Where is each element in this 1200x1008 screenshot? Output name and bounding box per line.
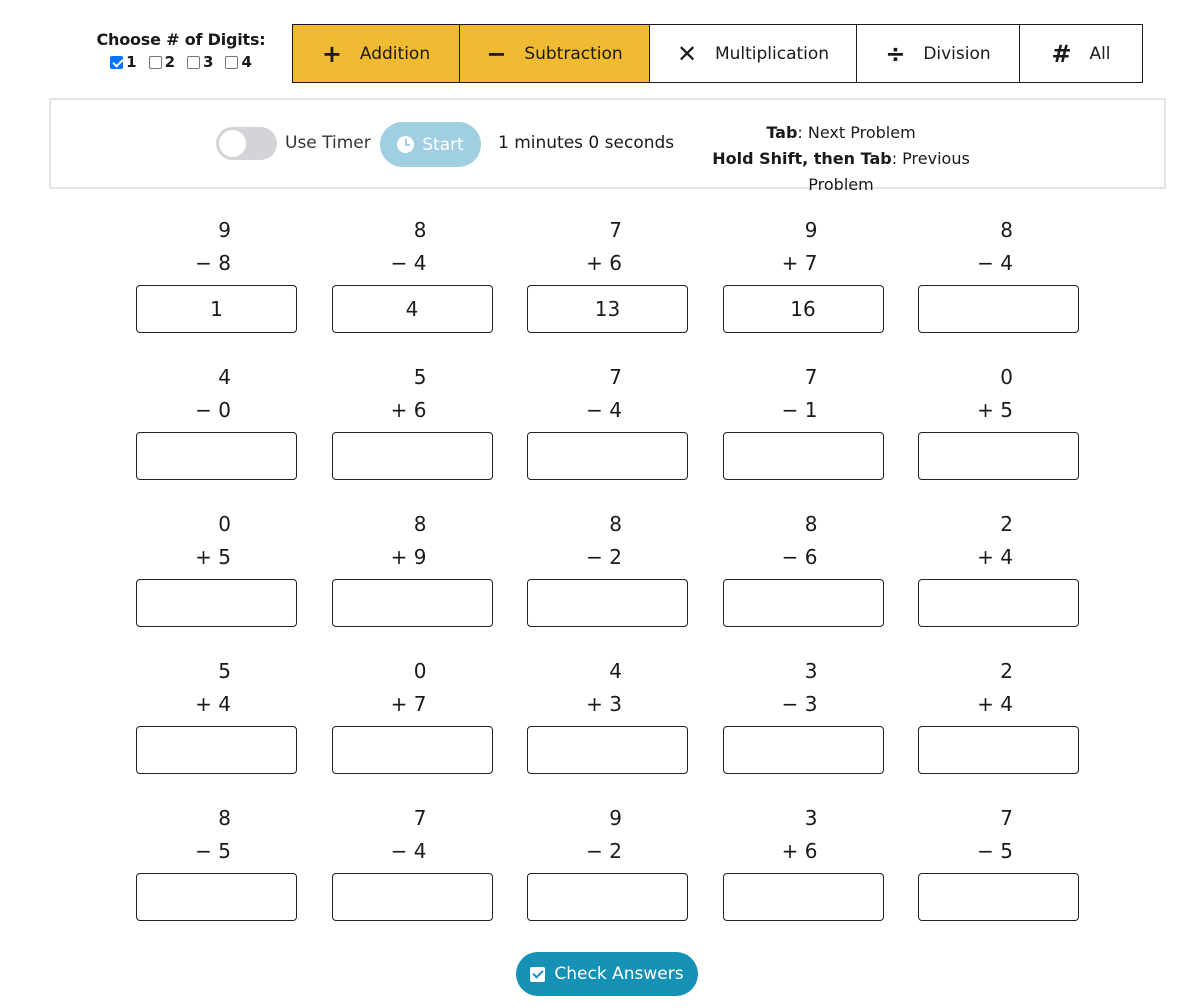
- hash-icon: #: [1051, 39, 1072, 68]
- bottom-number: 3: [804, 692, 818, 716]
- bottom-operand: [977, 545, 1013, 569]
- operator: −: [195, 398, 212, 422]
- timer-duration: 1 minutes 0 seconds: [498, 133, 675, 153]
- bottom-number: 6: [804, 839, 818, 863]
- problem-card: [527, 657, 688, 771]
- operator: −: [781, 545, 799, 569]
- top-operand: 0: [218, 512, 231, 536]
- operator: −: [781, 692, 799, 716]
- problem-card: [136, 657, 297, 771]
- bottom-number: 5: [1000, 839, 1013, 863]
- problem-card: [332, 510, 493, 624]
- top-operand: 3: [804, 806, 818, 830]
- bottom-number: 7: [413, 692, 427, 716]
- operator: +: [390, 692, 408, 716]
- answer-input[interactable]: [527, 579, 688, 627]
- digit-label: 3: [203, 53, 214, 71]
- top-operand: 7: [609, 218, 622, 242]
- operator: −: [586, 545, 603, 569]
- bottom-number: 4: [1000, 251, 1013, 275]
- digit-label: 2: [164, 53, 175, 71]
- problem-card: [918, 804, 1079, 918]
- top-operand: 8: [218, 806, 231, 830]
- answer-input[interactable]: [332, 285, 493, 333]
- digits-chooser: [96, 30, 266, 71]
- answer-input[interactable]: [332, 726, 493, 774]
- operator: +: [977, 398, 994, 422]
- digit-option-2[interactable]: [149, 53, 175, 71]
- top-operand: 5: [218, 659, 231, 683]
- bottom-number: 9: [413, 545, 427, 569]
- operator: +: [977, 545, 994, 569]
- timer-panel: [49, 98, 1166, 194]
- answer-input[interactable]: [136, 432, 297, 480]
- multiplication-button[interactable]: [649, 24, 857, 83]
- answer-input[interactable]: [723, 285, 884, 333]
- start-button[interactable]: [380, 122, 481, 167]
- top-operand: 7: [804, 365, 818, 389]
- problem-card: [527, 216, 688, 330]
- start-label: Start: [422, 134, 464, 155]
- bottom-operand: [391, 692, 427, 716]
- top-operand: 7: [1000, 806, 1013, 830]
- bottom-number: 2: [609, 839, 622, 863]
- bottom-operand: [977, 398, 1013, 422]
- bottom-operand: [586, 692, 622, 716]
- bottom-operand: [195, 398, 231, 422]
- bottom-operand: [586, 398, 622, 422]
- bottom-number: 2: [609, 545, 622, 569]
- division-label: Division: [923, 43, 991, 64]
- top-operand: 7: [413, 806, 427, 830]
- answer-input[interactable]: [918, 285, 1079, 333]
- digit-option-1[interactable]: [110, 53, 136, 71]
- digit-label: 4: [241, 53, 252, 71]
- top-operand: 2: [1000, 659, 1013, 683]
- bottom-number: 1: [804, 398, 818, 422]
- operator: +: [195, 692, 212, 716]
- top-operand: 8: [804, 512, 818, 536]
- bottom-number: 4: [218, 692, 231, 716]
- digit-option-4[interactable]: [225, 53, 251, 71]
- top-operand: 7: [609, 365, 622, 389]
- times-icon: ✕: [676, 39, 698, 68]
- bottom-number: 4: [413, 839, 427, 863]
- digits-title: Choose # of Digits:: [96, 30, 266, 49]
- answer-input[interactable]: [332, 873, 493, 921]
- operator: +: [781, 839, 799, 863]
- answer-input[interactable]: [918, 726, 1079, 774]
- bottom-number: 8: [218, 251, 231, 275]
- help-next-key: Tab: [766, 123, 798, 142]
- top-operand: 9: [609, 806, 622, 830]
- operator: +: [586, 692, 603, 716]
- bottom-number: 5: [218, 839, 231, 863]
- answer-input[interactable]: [918, 579, 1079, 627]
- bottom-number: 7: [804, 251, 818, 275]
- top-operand: 0: [413, 659, 427, 683]
- bottom-number: 6: [609, 251, 622, 275]
- top-operand: 8: [413, 512, 427, 536]
- bottom-number: 4: [1000, 545, 1013, 569]
- answer-input[interactable]: [332, 432, 493, 480]
- bottom-operand: [977, 839, 1013, 863]
- operator: +: [781, 251, 799, 275]
- digit-label: 1: [126, 53, 137, 71]
- bottom-number: 4: [1000, 692, 1013, 716]
- help-prev-key: Hold Shift, then Tab: [712, 149, 892, 168]
- answer-input[interactable]: [527, 432, 688, 480]
- top-operand: 2: [1000, 512, 1013, 536]
- help-prev-desc: : Previous Problem: [808, 149, 970, 194]
- problem-card: [332, 804, 493, 918]
- digit-checkbox[interactable]: [149, 56, 162, 69]
- operator: −: [195, 251, 212, 275]
- problem-card: [723, 657, 884, 771]
- problem-card: [918, 363, 1079, 477]
- addition-button[interactable]: [292, 24, 460, 83]
- digit-checkbox[interactable]: [187, 56, 200, 69]
- problem-card: [723, 216, 884, 330]
- problem-card: [527, 363, 688, 477]
- timer-toggle[interactable]: [216, 127, 277, 160]
- answer-input[interactable]: [723, 579, 884, 627]
- digit-options: [96, 53, 266, 71]
- bottom-operand: [782, 692, 818, 716]
- bottom-operand: [586, 251, 622, 275]
- bottom-number: 6: [804, 545, 818, 569]
- answer-input[interactable]: [723, 726, 884, 774]
- plus-icon: +: [321, 39, 342, 68]
- problem-card: [918, 510, 1079, 624]
- subtraction-label: Subtraction: [524, 43, 623, 64]
- answer-input[interactable]: [136, 579, 297, 627]
- digit-option-3[interactable]: [187, 53, 213, 71]
- problem-card: [136, 804, 297, 918]
- problem-grid: [136, 216, 1079, 918]
- check-answers-label: Check Answers: [554, 964, 684, 984]
- help-prev: [681, 146, 1001, 198]
- bottom-operand: [195, 545, 231, 569]
- bottom-operand: [977, 692, 1013, 716]
- top-operand: 8: [609, 512, 622, 536]
- problem-card: [136, 216, 297, 330]
- keyboard-help: [681, 120, 1001, 198]
- bottom-operand: [782, 398, 818, 422]
- problem-card: [332, 363, 493, 477]
- bottom-number: 5: [218, 545, 231, 569]
- answer-input[interactable]: [332, 579, 493, 627]
- bottom-operand: [782, 545, 818, 569]
- digit-checkbox[interactable]: [225, 56, 238, 69]
- digit-checkbox[interactable]: [110, 56, 123, 69]
- bottom-operand: [195, 692, 231, 716]
- bottom-operand: [977, 251, 1013, 275]
- help-next: [681, 120, 1001, 146]
- bottom-operand: [391, 251, 427, 275]
- operator: −: [977, 839, 994, 863]
- problem-card: [332, 657, 493, 771]
- top-operand: 4: [609, 659, 622, 683]
- bottom-number: 4: [609, 398, 622, 422]
- operator: +: [195, 545, 212, 569]
- check-answers-button[interactable]: [516, 952, 698, 996]
- problem-card: [723, 363, 884, 477]
- all-label: All: [1089, 43, 1111, 64]
- bottom-operand: [391, 398, 427, 422]
- answer-input[interactable]: [918, 432, 1079, 480]
- checkbox-icon: [530, 967, 545, 982]
- division-button[interactable]: [856, 24, 1020, 83]
- problem-card: [723, 804, 884, 918]
- answer-input[interactable]: [527, 285, 688, 333]
- operator: −: [781, 398, 799, 422]
- bottom-operand: [391, 839, 427, 863]
- operator: −: [390, 251, 408, 275]
- bottom-operand: [195, 251, 231, 275]
- operator: −: [977, 251, 994, 275]
- top-operand: 9: [804, 218, 818, 242]
- divide-icon: ÷: [885, 39, 906, 68]
- top-operand: 3: [804, 659, 818, 683]
- problem-card: [136, 510, 297, 624]
- bottom-number: 4: [413, 251, 427, 275]
- answer-input[interactable]: [723, 432, 884, 480]
- bottom-operand: [195, 839, 231, 863]
- answer-input[interactable]: [136, 726, 297, 774]
- bottom-operand: [782, 251, 818, 275]
- bottom-number: 5: [1000, 398, 1013, 422]
- operation-buttons: [292, 24, 1143, 83]
- operator: −: [390, 839, 408, 863]
- operator: +: [390, 398, 408, 422]
- clock-icon: [397, 136, 414, 153]
- top-operand: 9: [218, 218, 231, 242]
- top-operand: 5: [413, 365, 427, 389]
- operator: +: [586, 251, 603, 275]
- addition-label: Addition: [359, 43, 431, 64]
- bottom-operand: [782, 839, 818, 863]
- answer-input[interactable]: [136, 285, 297, 333]
- toggle-knob: [219, 130, 246, 157]
- top-operand: 4: [218, 365, 231, 389]
- operator: +: [390, 545, 408, 569]
- subtraction-button[interactable]: [459, 24, 650, 83]
- bottom-operand: [586, 839, 622, 863]
- operator: −: [195, 839, 212, 863]
- bottom-number: 3: [609, 692, 622, 716]
- bottom-number: 0: [218, 398, 231, 422]
- answer-input[interactable]: [527, 726, 688, 774]
- top-operand: 8: [413, 218, 427, 242]
- answer-input[interactable]: [527, 873, 688, 921]
- operator: −: [586, 839, 603, 863]
- problem-card: [723, 510, 884, 624]
- problem-card: [918, 657, 1079, 771]
- top-operand: 8: [1000, 218, 1013, 242]
- problem-card: [918, 216, 1079, 330]
- multiplication-label: Multiplication: [714, 43, 830, 64]
- bottom-operand: [586, 545, 622, 569]
- problem-card: [332, 216, 493, 330]
- operator: −: [586, 398, 603, 422]
- help-next-desc: : Next Problem: [797, 123, 916, 142]
- problem-card: [527, 804, 688, 918]
- all-button[interactable]: [1019, 24, 1143, 83]
- operator: +: [977, 692, 994, 716]
- minus-icon: −: [486, 39, 507, 68]
- answer-input[interactable]: [723, 873, 884, 921]
- use-timer-label: Use Timer: [285, 133, 371, 153]
- top-operand: 0: [1000, 365, 1013, 389]
- problem-card: [527, 510, 688, 624]
- bottom-operand: [391, 545, 427, 569]
- bottom-number: 6: [413, 398, 427, 422]
- answer-input[interactable]: [136, 873, 297, 921]
- problem-card: [136, 363, 297, 477]
- answer-input[interactable]: [918, 873, 1079, 921]
